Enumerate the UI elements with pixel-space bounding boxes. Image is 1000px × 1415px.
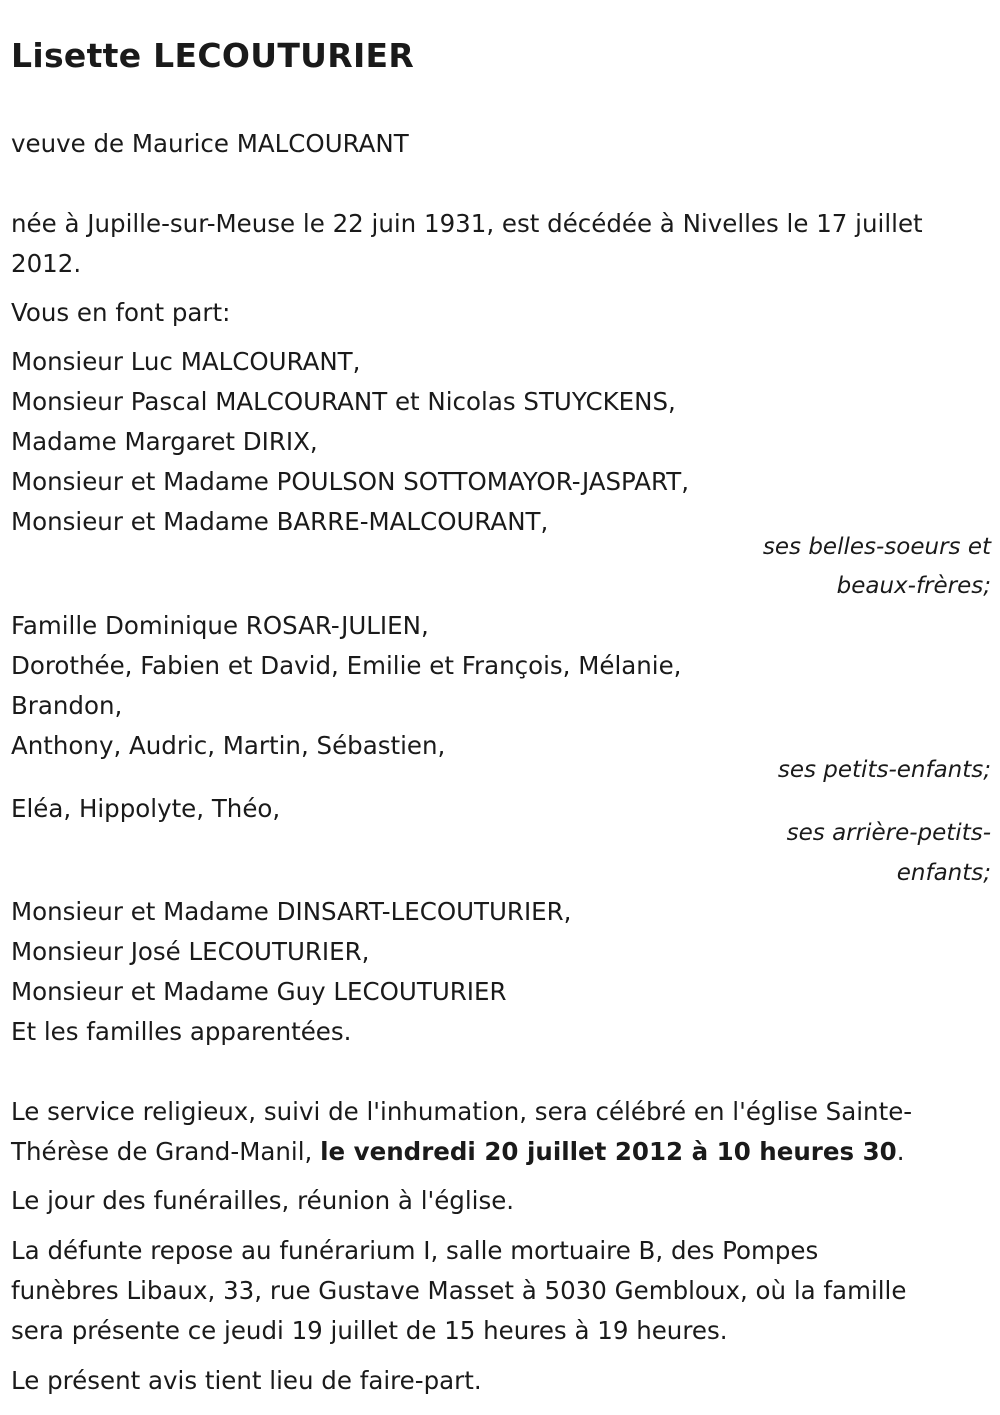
gathering-line: Le jour des funérailles, réunion à l'église.	[11, 1186, 515, 1215]
family-name-line: Monsieur José LECOUTURIER,	[11, 937, 370, 966]
relation-role-label: ses belles-soeurs et	[762, 534, 991, 560]
relation-role-label: enfants;	[896, 860, 991, 886]
repose-line-2: funèbres Libaux, 33, rue Gustave Masset à 5030 Gembloux, où la famille	[11, 1276, 907, 1305]
family-name-line: Madame Margaret DIRIX,	[11, 427, 318, 456]
relation-role-label: beaux-frères;	[836, 573, 991, 599]
service-line-2	[11, 1132, 904, 1172]
family-name-line: Monsieur Pascal MALCOURANT et Nicolas STUYCKENS,	[11, 387, 676, 416]
announcement-line: Vous en font part:	[11, 298, 231, 327]
relation-role-label: ses petits-enfants;	[777, 757, 991, 783]
family-name-line: Et les familles apparentées.	[11, 1017, 352, 1046]
closing-line: Le présent avis tient lieu de faire-part.	[11, 1366, 482, 1395]
service-location-text: Thérèse de Grand-Manil,	[11, 1137, 321, 1166]
deceased-name-title: Lisette LECOUTURIER	[11, 36, 415, 75]
service-line-1: Le service religieux, suivi de l'inhumation, sera célébré en l'église Sainte-	[11, 1097, 913, 1126]
family-name-line: Monsieur et Madame BARRE-MALCOURANT,	[11, 507, 549, 536]
widow-of-line: veuve de Maurice MALCOURANT	[11, 129, 409, 158]
family-name-line: Monsieur et Madame DINSART-LECOUTURIER,	[11, 897, 572, 926]
family-name-line: Brandon,	[11, 691, 123, 720]
service-period: .	[896, 1137, 905, 1166]
birth-death-line-1: née à Jupille-sur-Meuse le 22 juin 1931, est décédée à Nivelles le 17 juillet	[11, 209, 923, 238]
relation-role-label: ses arrière-petits-	[786, 820, 991, 846]
repose-line-1: La défunte repose au funérarium I, salle mortuaire B, des Pompes	[11, 1236, 819, 1265]
family-name-line: Monsieur Luc MALCOURANT,	[11, 347, 361, 376]
family-name-line: Anthony, Audric, Martin, Sébastien,	[11, 731, 446, 760]
birth-death-line-2: 2012.	[11, 249, 82, 278]
service-date-time: le vendredi 20 juillet 2012 à 10 heures 30	[320, 1137, 897, 1166]
family-name-line: Famille Dominique ROSAR-JULIEN,	[11, 611, 429, 640]
family-name-line: Monsieur et Madame Guy LECOUTURIER	[11, 977, 507, 1006]
repose-line-3: sera présente ce jeudi 19 juillet de 15 heures à 19 heures.	[11, 1316, 728, 1345]
family-name-line: Dorothée, Fabien et David, Emilie et François, Mélanie,	[11, 651, 682, 680]
family-name-line: Monsieur et Madame POULSON SOTTOMAYOR-JASPART,	[11, 467, 690, 496]
family-name-line: Eléa, Hippolyte, Théo,	[11, 794, 281, 823]
